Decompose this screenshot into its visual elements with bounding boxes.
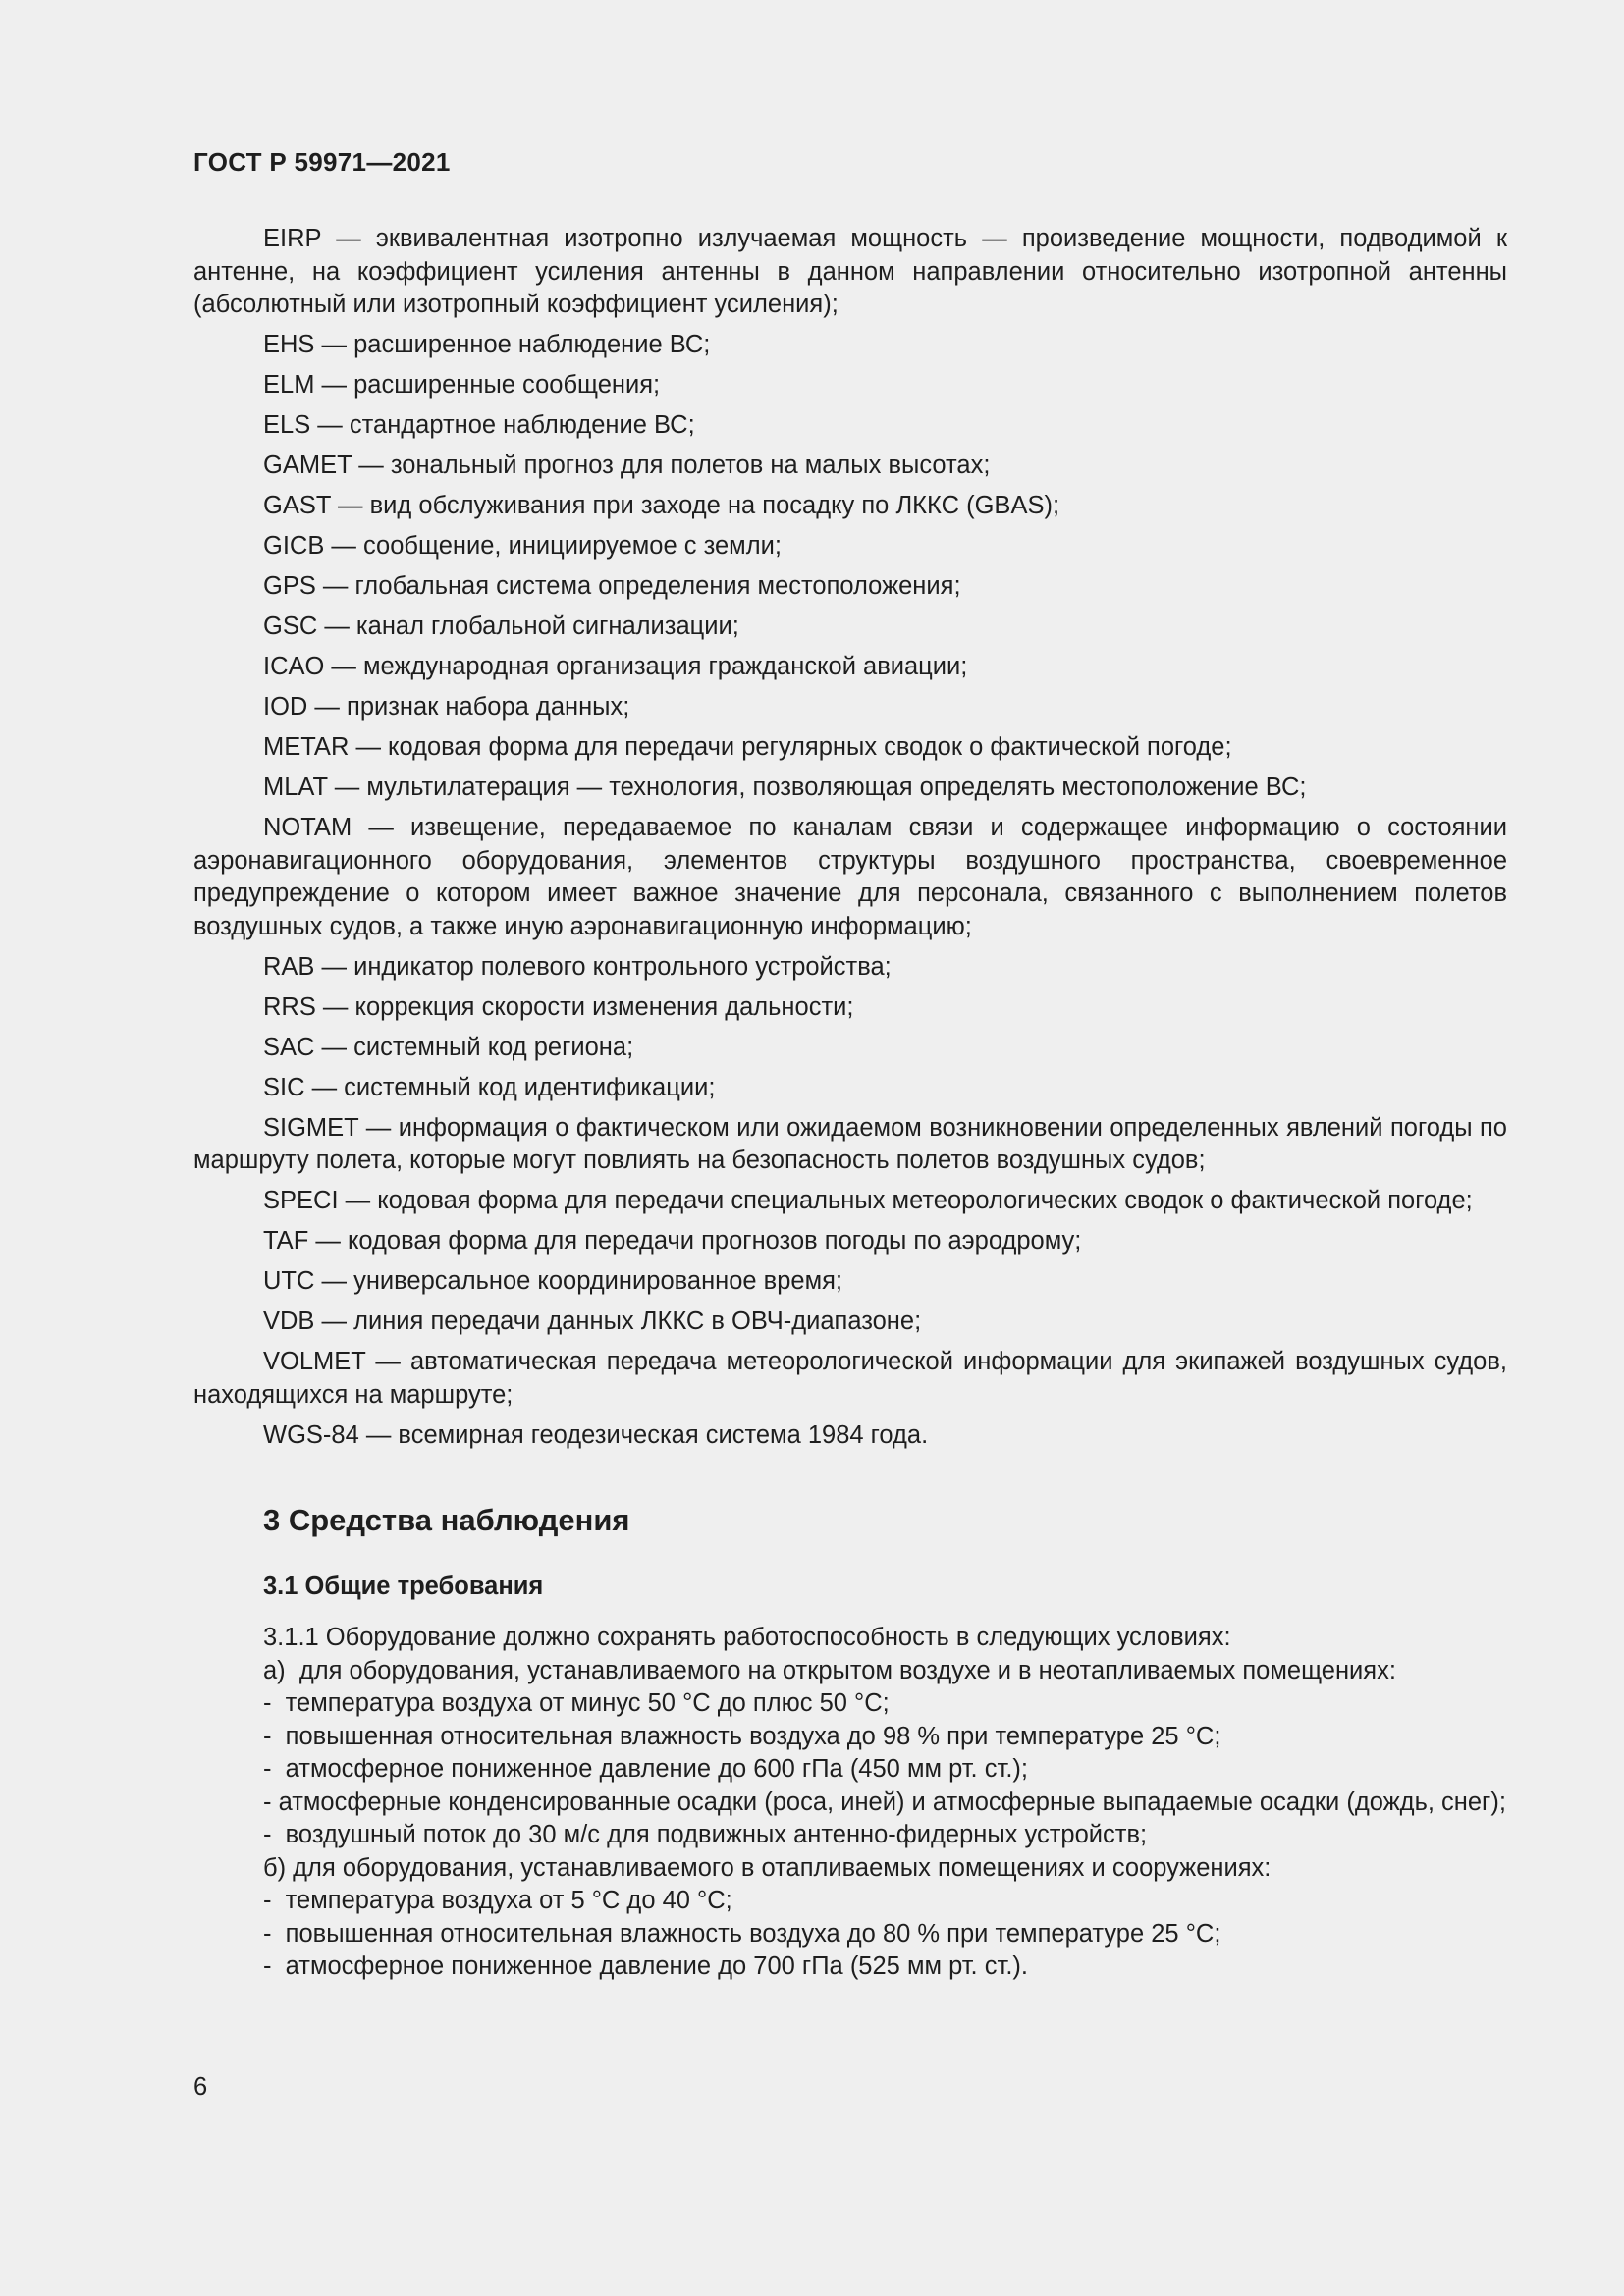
section-heading: 3 Средства наблюдения [263, 1503, 630, 1537]
document-body [193, 223, 1507, 1984]
abbreviation-item: IOD — признак набора данных; [263, 693, 630, 721]
abbreviation-item: TAF — кодовая форма для передачи прогнозов погоды по аэродрому; [263, 1227, 1082, 1255]
abbreviation-item: RAB — индикатор полевого контрольного устройства; [263, 952, 892, 981]
page-number: 6 [193, 2073, 208, 2101]
abbreviation-item: GPS — глобальная система определения местоположения; [263, 572, 961, 600]
abbreviation-item: NOTAM — извещение, передаваемое по каналам связи и содержащее информацию о состоянии аэронавигационного оборудования, элементов структуры воздушного пространства, своевременное предупреждение о котором имеет важное значение для персонала, связанного с выполнением полетов воздушных судов, а также иную аэронавигационную информацию; [193, 814, 1507, 940]
requirement-line: б) для оборудования, устанавливаемого в отапливаемых помещениях и сооружениях: [263, 1853, 1272, 1882]
document-header: ГОСТ Р 59971—2021 [193, 147, 451, 177]
requirement-line: - атмосферное пониженное давление до 700 гПа (525 мм рт. ст.). [263, 1952, 1028, 1980]
requirement-line: - повышенная относительная влажность воздуха до 80 % при температуре 25 °С; [263, 1919, 1221, 1948]
abbreviation-item: RRS — коррекция скорости изменения дальности; [263, 992, 854, 1021]
requirements-list [193, 1622, 1507, 1984]
requirement-line: - повышенная относительная влажность воздуха до 98 % при температуре 25 °С; [263, 1722, 1221, 1750]
abbreviation-item: VOLMET — автоматическая передача метеорологической информации для экипажей воздушных судов, находящихся на маршруте; [193, 1348, 1507, 1409]
abbreviation-item: SIGMET — информация о фактическом или ожидаемом возникновении определенных явлений погоды по маршруту полета, которые могут повлиять на безопасность полетов воздушных судов; [193, 1113, 1507, 1174]
abbreviation-item: UTC — универсальное координированное время; [263, 1267, 843, 1295]
abbreviation-item: ELS — стандартное наблюдение ВС; [263, 411, 695, 439]
abbreviation-item: SIC — системный код идентификации; [263, 1073, 716, 1101]
subsection-heading: 3.1 Общие требования [263, 1573, 544, 1600]
abbreviation-item: EHS — расширенное наблюдение ВС; [263, 331, 711, 358]
abbreviation-item: GAMET — зональный прогноз для полетов на малых высотах; [263, 452, 991, 479]
abbreviation-item: MLAT — мультилатерация — технология, позволяющая определять местоположение ВС; [263, 774, 1307, 801]
requirement-line: - температура воздуха от 5 °С до 40 °С; [263, 1887, 732, 1914]
abbreviation-item: GAST — вид обслуживания при заходе на посадку по ЛККС (GBAS); [263, 492, 1060, 519]
abbreviation-item: ICAO — международная организация гражданской авиации; [263, 653, 968, 680]
abbreviations-list [193, 223, 1507, 1452]
abbreviation-item: GSC — канал глобальной сигнализации; [263, 613, 739, 640]
abbreviation-item: VDB — линия передачи данных ЛККС в ОВЧ-диапазоне; [263, 1308, 922, 1335]
abbreviation-item: GICB — сообщение, инициируемое с земли; [263, 532, 782, 560]
requirement-line: а) для оборудования, устанавливаемого на открытом воздухе и в неотапливаемых помещениях: [263, 1656, 1396, 1684]
abbreviation-item: SAC — системный код региона; [263, 1033, 634, 1061]
requirement-line: - атмосферные конденсированные осадки (роса, иней) и атмосферные выпадаемые осадки (дождь, снег); [263, 1788, 1506, 1816]
abbreviation-item: ELM — расширенные сообщения; [263, 371, 661, 399]
requirement-line: - воздушный поток до 30 м/с для подвижных антенно-фидерных устройств; [263, 1821, 1148, 1848]
requirement-line: - атмосферное пониженное давление до 600 гПа (450 мм рт. ст.); [263, 1755, 1028, 1783]
requirement-line: 3.1.1 Оборудование должно сохранять работоспособность в следующих условиях: [263, 1624, 1231, 1651]
abbreviation-item: SPECI — кодовая форма для передачи специальных метеорологических сводок о фактической погоде; [263, 1187, 1473, 1214]
requirement-line: - температура воздуха от минус 50 °С до плюс 50 °С; [263, 1689, 890, 1717]
abbreviation-item: METAR — кодовая форма для передачи регулярных сводок о фактической погоде; [263, 733, 1232, 761]
abbreviation-item: WGS-84 — всемирная геодезическая система 1984 года. [263, 1420, 929, 1449]
abbreviation-item: EIRP — эквивалентная изотропно излучаемая мощность — произведение мощности, подводимой к антенне, на коэффициент усиления антенны в данном направлении относительно изотропной антенны (абсолютный или изотропный коэффициент усиления); [193, 225, 1507, 318]
